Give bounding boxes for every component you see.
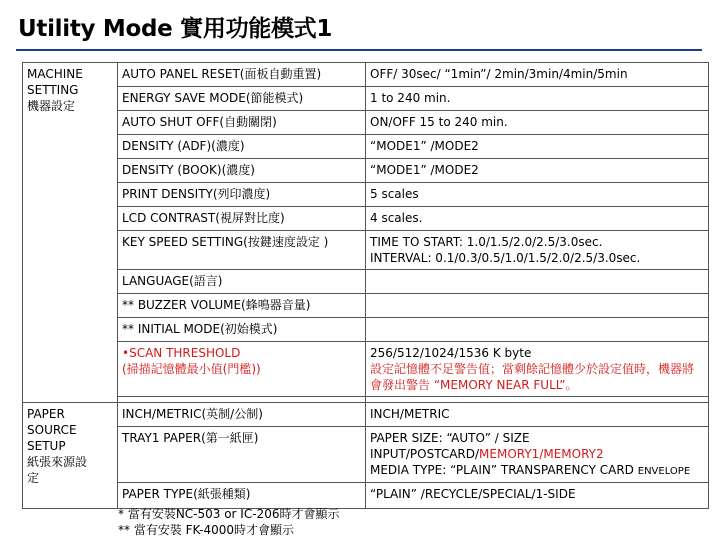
category-label-line: SETTING [27, 83, 79, 97]
setting-value: “MODE1” /MODE2 [366, 135, 709, 159]
setting-name: TRAY1 PAPER(第一紙匣) [118, 427, 366, 483]
table-row [23, 63, 709, 87]
value-line: TIME TO START: 1.0/1.5/2.0/2.5/3.0sec. [370, 235, 603, 249]
setting-value: ON/OFF 15 to 240 min. [366, 111, 709, 135]
setting-name: INCH/METRIC(英制/公制) [118, 403, 366, 427]
table-row [23, 111, 709, 135]
category-label-line: PAPER [27, 407, 65, 421]
warning-line: 設定記憶體不足警告值；當剩餘記憶體少於設定值時，機器將 [370, 362, 695, 376]
category-label-line: 機器設定 [27, 99, 76, 113]
footnote: * 當有安裝NC-503 or IC-206時才會顯示 [118, 507, 340, 521]
setting-value: “MODE1” /MODE2 [366, 159, 709, 183]
table-row [23, 207, 709, 231]
setting-value [366, 318, 709, 342]
table-row [23, 294, 709, 318]
table-row [23, 318, 709, 342]
table-row [23, 231, 709, 270]
setting-value: 4 scales. [366, 207, 709, 231]
category-label-line: 紙張來源設 [27, 455, 88, 469]
setting-value: OFF/ 30sec/ “1min”/ 2min/3min/4min/5min [366, 63, 709, 87]
setting-value: “PLAIN” /RECYCLE/SPECIAL/1-SIDE [366, 483, 709, 509]
footnote: ** 當有安裝 FK-4000時才會顯示 [118, 523, 295, 537]
setting-name [118, 342, 366, 397]
value-text: INPUT/POSTCARD/ [370, 447, 480, 461]
setting-name: LANGUAGE(語言) [118, 270, 366, 294]
table-row [23, 427, 709, 483]
setting-value: 5 scales [366, 183, 709, 207]
setting-name: LCD CONTRAST(視屏對比度) [118, 207, 366, 231]
machine-setting-category [23, 63, 118, 403]
page-title: Utility Mode 實用功能模式1 [18, 16, 333, 42]
setting-value [366, 231, 709, 270]
value-line [370, 462, 704, 479]
value-text: MEDIA TYPE: “PLAIN” TRANSPARENCY CARD [370, 463, 634, 477]
warning-line: 會發出警告 “MEMORY NEAR FULL”。 [370, 378, 578, 392]
table-row [23, 159, 709, 183]
setting-value [366, 427, 709, 483]
setting-name: AUTO PANEL RESET(面板自動重置) [118, 63, 366, 87]
title-underline [16, 49, 702, 51]
value-line: INTERVAL: 0.1/0.3/0.5/1.0/1.5/2.0/2.5/3.0sec. [370, 251, 641, 265]
footnotes [118, 506, 339, 538]
category-label-line: SOURCE [27, 423, 77, 437]
category-label-line: SETUP [27, 439, 66, 453]
setting-name: PAPER TYPE(紙張種類) [118, 483, 366, 509]
memory-options-text: MEMORY1/MEMORY2 [479, 447, 604, 461]
setting-value [366, 270, 709, 294]
table-row [23, 87, 709, 111]
setting-name: ENERGY SAVE MODE(節能模式) [118, 87, 366, 111]
value-line: PAPER SIZE: “AUTO” / SIZE [370, 431, 530, 445]
value-line: 256/512/1024/1536 K byte [370, 346, 532, 360]
value-line [370, 446, 704, 462]
table-row [23, 483, 709, 509]
setting-name-line: (掃描記憶體最小值(門檻)) [122, 362, 261, 376]
setting-name: AUTO SHUT OFF(自動關閉) [118, 111, 366, 135]
setting-value [366, 342, 709, 397]
setting-name-line: •SCAN THRESHOLD [122, 346, 241, 360]
utility-settings-table [22, 62, 709, 509]
setting-name: KEY SPEED SETTING(按鍵速度設定 ) [118, 231, 366, 270]
setting-name: PRINT DENSITY(列印濃度) [118, 183, 366, 207]
setting-name: DENSITY (BOOK)(濃度) [118, 159, 366, 183]
setting-value [366, 294, 709, 318]
paper-source-category [23, 403, 118, 509]
setting-name: DENSITY (ADF)(濃度) [118, 135, 366, 159]
table-row [23, 270, 709, 294]
table-row [23, 135, 709, 159]
setting-name: ** BUZZER VOLUME(蜂鳴器音量) [118, 294, 366, 318]
table-row [23, 342, 709, 397]
setting-value: 1 to 240 min. [366, 87, 709, 111]
setting-value: INCH/METRIC [366, 403, 709, 427]
value-text: ENVELOPE [637, 466, 691, 477]
setting-name: ** INITIAL MODE(初始模式) [118, 318, 366, 342]
table-row [23, 403, 709, 427]
category-label-line: 定 [27, 471, 40, 485]
category-label-line: MACHINE [27, 67, 83, 81]
table-row [23, 183, 709, 207]
